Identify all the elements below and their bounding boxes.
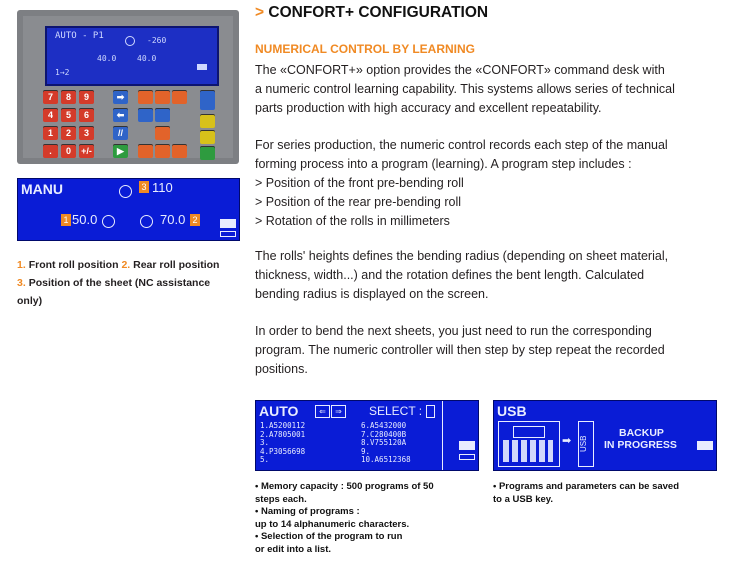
caption-line: steps each.: [255, 493, 307, 505]
legend-num-1: 1.: [17, 259, 26, 271]
numeric-key[interactable]: 5: [61, 108, 76, 122]
usb-screen: [493, 400, 717, 471]
numeric-key[interactable]: 1: [43, 126, 58, 140]
program-entry[interactable]: 3.: [260, 438, 270, 448]
lcd-top-value: -260: [147, 36, 167, 45]
bullet-item: > Position of the front pre-bending roll: [255, 176, 464, 190]
paragraph-4: [255, 322, 725, 379]
arrow-right-icon: ➡: [562, 435, 572, 447]
bullet-item: > Position of the rear pre-bending roll: [255, 195, 462, 209]
legend-text-3: Position of the sheet (NC assistance: [28, 277, 211, 289]
numeric-key[interactable]: 0: [61, 144, 76, 158]
program-entry[interactable]: 10.A6512368: [361, 455, 411, 465]
paragraph-line: a numeric control learning capability. This systems allows series of technical: [255, 82, 675, 96]
program-entry[interactable]: 1.A5200112: [260, 421, 306, 430]
title-arrow: >: [255, 4, 265, 21]
caption-line: up to 14 alphanumeric characters.: [255, 518, 410, 530]
backup-status-line2: IN PROGRESS: [604, 439, 677, 451]
desk-lcd-screen: [45, 26, 219, 86]
bar-icon: [459, 441, 475, 450]
paragraph-3: [255, 247, 725, 304]
page-title: [255, 4, 488, 22]
function-key[interactable]: [138, 144, 153, 158]
paragraph-line: The rolls' heights defines the bending radius (depending on sheet material,: [255, 249, 669, 263]
legend-num-2: 2.: [121, 259, 131, 271]
arrow-right-key[interactable]: ➡: [113, 90, 128, 104]
screen-mode-label: USB: [497, 403, 527, 419]
screen-mode-label: MANU: [21, 181, 63, 197]
title-text: CONFORT+ CONFIGURATION: [268, 4, 489, 21]
lcd-right-value: 40.0: [137, 54, 157, 63]
numeric-key[interactable]: 7: [43, 90, 58, 104]
paragraph-2: [255, 136, 725, 231]
numeric-key[interactable]: 8: [61, 90, 76, 104]
legend-text-1: Front roll position: [28, 259, 119, 271]
side-key[interactable]: [200, 90, 215, 110]
arrow-left-icon: ⇐: [315, 405, 330, 418]
program-entry[interactable]: 2.A7805001: [260, 429, 306, 439]
function-key[interactable]: [138, 108, 153, 122]
caption-line: • Selection of the program to run: [255, 531, 403, 542]
legend-text-3-cont: only): [17, 295, 43, 307]
side-key[interactable]: [200, 114, 215, 128]
caption-line: or edit into a list.: [255, 543, 332, 555]
sheet-position-value: 110: [152, 180, 173, 195]
paragraph-line: positions.: [255, 362, 308, 376]
manu-screen: [17, 178, 240, 241]
function-key[interactable]: [138, 90, 153, 104]
badge-2: 2: [190, 214, 200, 226]
battery-icon: [220, 231, 236, 237]
rolls-key[interactable]: [155, 126, 170, 140]
usb-caption: [493, 481, 728, 506]
divider: [442, 401, 443, 470]
side-key[interactable]: [200, 130, 215, 144]
program-entry[interactable]: 7.C280400B: [361, 429, 407, 439]
program-entry[interactable]: 8.V755120A: [361, 438, 407, 448]
paragraph-line: In order to bend the next sheets, you just need to run the corresponding: [255, 324, 652, 338]
function-key[interactable]: [155, 144, 170, 158]
numeric-key[interactable]: 3: [79, 126, 94, 140]
lcd-left-value: 40.0: [97, 54, 117, 63]
control-desk-panel: [23, 16, 233, 158]
numeric-key[interactable]: .: [43, 144, 58, 158]
caption-line: to a USB key.: [493, 493, 554, 505]
auto-caption: [255, 481, 480, 556]
caption-line: • Memory capacity : 500 programs of 50: [255, 481, 434, 492]
legend-text-2: Rear roll position: [133, 259, 220, 271]
function-key[interactable]: [172, 90, 187, 104]
paragraph-line: forming process into a program (learning). A program step includes :: [255, 157, 632, 171]
usb-key-icon: [578, 421, 594, 467]
program-entry[interactable]: 6.A5432000: [361, 421, 407, 430]
rear-roll-circle-icon: [140, 215, 153, 228]
paragraph-1: [255, 61, 725, 118]
side-key[interactable]: [200, 146, 215, 160]
program-entry[interactable]: 9.: [361, 446, 371, 456]
usb-key-label: USB: [579, 435, 588, 452]
paragraph-line: parts production with high accuracy and excellent repeatability.: [255, 101, 602, 115]
front-roll-value: 50.0: [72, 212, 98, 227]
numeric-key[interactable]: +/-: [79, 144, 94, 158]
roll-circle-icon: [125, 36, 135, 46]
arrow-right-icon: ⇒: [331, 405, 346, 418]
backup-status-line1: BACKUP: [619, 427, 664, 439]
paragraph-line: For series production, the numeric control records each step of the manual: [255, 138, 668, 152]
select-label: SELECT :: [369, 404, 423, 418]
lcd-bar-icon: [197, 64, 207, 70]
double-slash-key[interactable]: //: [113, 126, 128, 140]
auto-screen: [255, 400, 479, 471]
screen-legend: [17, 256, 232, 310]
paragraph-line: program. The numeric controller will then step by step repeat the recorded: [255, 343, 665, 357]
lcd-step: 1→2: [55, 68, 70, 77]
numeric-key[interactable]: 4: [43, 108, 58, 122]
section-subtitle: NUMERICAL CONTROL BY LEARNING: [255, 42, 476, 56]
screen-mode-label: AUTO: [259, 403, 299, 419]
numeric-key[interactable]: 6: [79, 108, 94, 122]
function-key[interactable]: [172, 144, 187, 158]
caption-line: • Programs and parameters can be saved: [493, 481, 680, 492]
control-desk-photo: [17, 10, 239, 164]
play-key[interactable]: ▶: [113, 144, 128, 158]
battery-icon: [459, 454, 475, 460]
program-entry[interactable]: 5.: [260, 455, 270, 465]
program-list-right: [361, 422, 411, 465]
bar-icon: [697, 441, 713, 450]
program-list-left: [260, 422, 305, 465]
function-key[interactable]: [155, 90, 170, 104]
paragraph-line: thickness, width...) and the rotation defines the bent length. Calculated: [255, 268, 645, 282]
numeric-key[interactable]: 2: [61, 126, 76, 140]
sheet-circle-icon: [119, 185, 132, 198]
rear-roll-value: 70.0: [160, 212, 186, 227]
lcd-mode: AUTO - P1: [55, 31, 104, 41]
legend-num-3: 3.: [17, 277, 26, 289]
front-roll-circle-icon: [102, 215, 115, 228]
program-entry[interactable]: 4.P3056698: [260, 446, 306, 456]
bullet-item: > Rotation of the rolls in millimeters: [255, 214, 450, 228]
arrow-left-key[interactable]: ⬅: [113, 108, 128, 122]
function-key[interactable]: [155, 108, 170, 122]
badge-1: 1: [61, 214, 71, 226]
select-input-box: [426, 405, 435, 418]
bar-icon: [220, 219, 236, 228]
paragraph-line: The «CONFORT+» option provides the «CONFORT» command desk with: [255, 63, 665, 77]
controller-icon: [498, 421, 560, 467]
badge-3: 3: [139, 181, 149, 193]
paragraph-line: bending radius is displayed on the screen.: [255, 287, 489, 301]
caption-line: • Naming of programs :: [255, 506, 360, 517]
numeric-key[interactable]: 9: [79, 90, 94, 104]
